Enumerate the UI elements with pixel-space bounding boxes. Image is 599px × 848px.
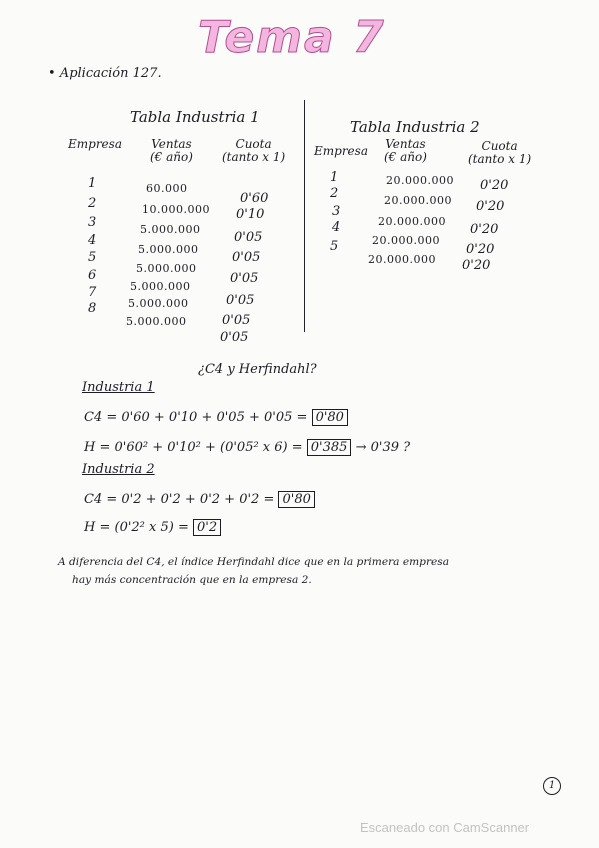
table1-cuota: 0'05 [232, 250, 261, 265]
page-number: 1 [543, 777, 561, 795]
table2-header-cuota: Cuota (tanto x 1) [468, 139, 532, 166]
table1-title: Tabla Industria 1 [130, 108, 260, 126]
question-text: ¿C4 y Herfindahl? [198, 362, 317, 377]
table1-cuota: 0'60 [240, 191, 269, 206]
table1-cuota: 0'10 [236, 207, 265, 222]
table1-ventas: 5.000.000 [140, 223, 201, 236]
industria1-c4-formula [84, 410, 348, 425]
table2-cuota: 0'20 [476, 199, 505, 214]
table2-ventas: 20.000.000 [368, 253, 436, 266]
table2-cuota: 0'20 [462, 258, 491, 273]
exercise-label: • Aplicación 127. [48, 66, 162, 81]
table2-empresa: 3 [332, 204, 341, 219]
table2-cuota: 0'20 [470, 222, 499, 237]
table1-empresa: 1 [88, 176, 97, 191]
table2-ventas: 20.000.000 [384, 194, 452, 207]
table2-empresa: 2 [330, 186, 339, 201]
table2-cuota: 0'20 [466, 242, 495, 257]
table1-cuota: 0'05 [220, 330, 249, 345]
industria2-heading: Industria 2 [82, 462, 155, 477]
industria1-heading: Industria 1 [82, 380, 155, 395]
table1-ventas: 5.000.000 [128, 297, 189, 310]
table2-ventas: 20.000.000 [372, 234, 440, 247]
table1-empresa: 6 [88, 268, 97, 283]
table2-title: Tabla Industria 2 [350, 118, 480, 136]
table2-empresa: 4 [332, 220, 341, 235]
table1-cuota: 0'05 [230, 271, 259, 286]
industria2-c4-expression: C4 = 0'2 + 0'2 + 0'2 + 0'2 = [84, 492, 275, 507]
table1-header-empresa: Empresa [68, 137, 122, 151]
table2-header-empresa: Empresa [314, 144, 368, 158]
conclusion-line-2: hay más concentración que en la empresa 2. [72, 574, 312, 586]
table2-cuota: 0'20 [480, 178, 509, 193]
table1-empresa: 4 [88, 233, 97, 248]
industria2-c4-formula [84, 492, 315, 507]
table2-header-ventas: Ventas (€ año) [384, 137, 427, 164]
table1-cuota: 0'05 [226, 293, 255, 308]
table1-ventas: 10.000.000 [142, 203, 210, 216]
table2-empresa: 1 [330, 170, 339, 185]
table1-empresa: 8 [88, 301, 97, 316]
table1-cuota: 0'05 [222, 313, 251, 328]
table1-empresa: 3 [88, 215, 97, 230]
table1-header-cuota: Cuota (tanto x 1) [222, 137, 286, 164]
table1-ventas: 60.000 [146, 182, 188, 195]
table1-cuota: 0'05 [234, 230, 263, 245]
conclusion-line-1: A diferencia del C4, el índice Herfindahl dice que en la primera empresa [58, 556, 450, 568]
table2-ventas: 20.000.000 [386, 174, 454, 187]
industria1-h-result: 0'385 [307, 439, 352, 456]
industria1-h-formula [84, 440, 410, 455]
industria1-h-note: → 0'39 ? [355, 440, 411, 455]
table1-empresa: 7 [88, 285, 97, 300]
industria2-h-expression: H = (0'2² x 5) = [84, 520, 189, 535]
page-title: Tema 7 [198, 12, 386, 63]
industria2-h-formula [84, 520, 221, 535]
table1-header-ventas: Ventas (€ año) [150, 137, 193, 164]
industria1-c4-expression: C4 = 0'60 + 0'10 + 0'05 + 0'05 = [84, 410, 308, 425]
table2-ventas: 20.000.000 [378, 215, 446, 228]
table-divider [304, 100, 305, 332]
table2-empresa: 5 [330, 239, 339, 254]
table1-empresa: 2 [88, 196, 97, 211]
scanner-watermark: Escaneado con CamScanner [360, 820, 530, 835]
table1-ventas: 5.000.000 [138, 243, 199, 256]
industria1-h-expression: H = 0'60² + 0'10² + (0'05² x 6) = [84, 440, 303, 455]
industria2-c4-result: 0'80 [278, 491, 314, 508]
table1-ventas: 5.000.000 [136, 262, 197, 275]
industria2-h-result: 0'2 [193, 519, 221, 536]
table1-empresa: 5 [88, 250, 97, 265]
industria1-c4-result: 0'80 [312, 409, 348, 426]
table1-ventas: 5.000.000 [126, 315, 187, 328]
table1-ventas: 5.000.000 [130, 280, 191, 293]
